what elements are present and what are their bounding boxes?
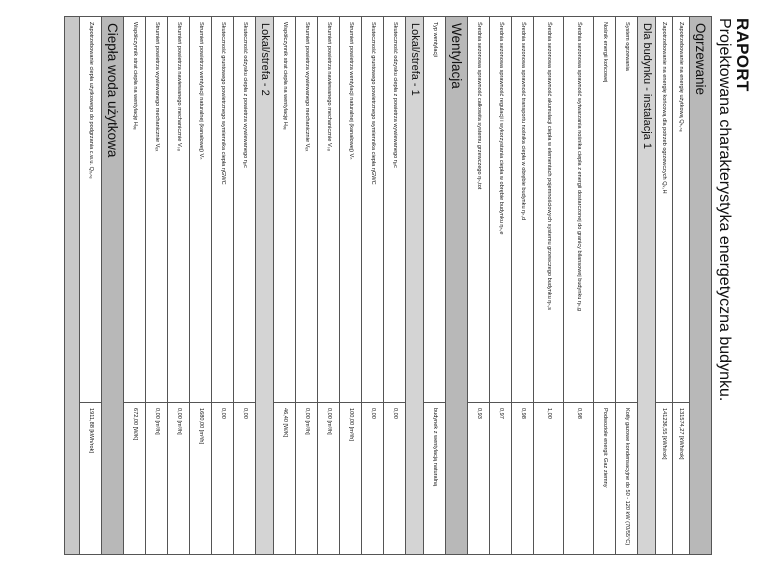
table-row xyxy=(424,17,446,555)
row-label: Skuteczność gruntowego powietrznego wymiennika ciepła ηGWC xyxy=(362,17,384,403)
row-label: System ogrzewania xyxy=(616,17,638,403)
table-row xyxy=(512,17,534,555)
table-row xyxy=(190,17,212,555)
row-value: 46,40 [W/K] xyxy=(274,403,296,555)
hot-water-section-header xyxy=(102,17,124,555)
table-row xyxy=(318,17,340,555)
row-label: Skuteczność odzysku ciepła z powietrza wywiewanego ηₒc xyxy=(384,17,406,403)
row-value: 0,97 xyxy=(490,403,512,555)
row-label: Średnia sezonowa sprawność wytwarzania nośnika ciepła z energii dostarczonej do granicy bilansowej budynku ηₕ,g xyxy=(564,17,594,403)
row-label: Strumień powietrza wentylacji naturalnej (kanałowej) Vₙ xyxy=(190,17,212,403)
table-row xyxy=(362,17,384,555)
zone1-title: Lokal/strefa - 1 xyxy=(406,17,424,555)
row-value: 0,98 xyxy=(564,403,594,555)
row-value: 0,00 xyxy=(212,403,234,555)
row-value: Podwoziołe energii: Gaz ziemny xyxy=(594,403,616,555)
report-header xyxy=(715,18,752,558)
row-value: 1911,88 [kWh/rok] xyxy=(80,403,102,555)
table-row xyxy=(594,17,616,555)
row-label: Zapotrzebowanie ciepła użytkowego do podgrzania c.w.u. Qᵥ,ₙₑ xyxy=(80,17,102,403)
hot-water-section-title: Ciepła woda użytkowa xyxy=(102,17,124,555)
row-value: 0,93 xyxy=(468,403,490,555)
row-value: Kotły gazowe kondensacyjne do 50 - 120 kW (70/55°C) xyxy=(616,403,638,555)
row-value: 100,00 [m³/h] xyxy=(340,403,362,555)
row-value: 131574,27 [kWh/rok] xyxy=(673,403,690,555)
zone2-subheader xyxy=(256,17,274,555)
report-subtitle: Projektowana charakterystyka energetyczna budynku. xyxy=(716,18,733,402)
row-label: Współczynnik strat ciepła na wentylację Hᵥₑ xyxy=(274,17,296,403)
row-label: Strumień powietrza wywiewanego mechanicznie Vₑₓ xyxy=(296,17,318,403)
heating-section-title: Ogrzewanie xyxy=(690,17,712,555)
table-row xyxy=(673,17,690,555)
row-label: Współczynnik strat ciepła na wentylację Hᵥₑ xyxy=(124,17,146,403)
zone1-subheader xyxy=(406,17,424,555)
row-label: Nośnik energii końcowej xyxy=(594,17,616,403)
row-label: Strumień powietrza wentylacji naturalnej (kanałowej) Vₙ xyxy=(340,17,362,403)
report-title: RAPORT xyxy=(733,18,752,92)
table-row xyxy=(212,17,234,555)
row-value: 0,00 [m³/h] xyxy=(168,403,190,555)
row-value: 1,00 xyxy=(534,403,564,555)
ventilation-section-title: Wentylacja xyxy=(446,17,468,555)
table-row xyxy=(296,17,318,555)
row-label: Średnia sezonowa sprawność transportu nośnika ciepła w obrębie budynku ηₕ,d xyxy=(512,17,534,403)
row-label: Zapotrzebowanie na energię użytkową Qₕ,ₙₑ xyxy=(673,17,690,403)
row-label: Typ wentylacji xyxy=(424,17,446,403)
installation-title: Dla budynku - instalacja 1 xyxy=(638,17,656,555)
row-label: Skuteczność odzysku ciepła z powietrza wywiewanego ηₒc xyxy=(234,17,256,403)
table-row xyxy=(168,17,190,555)
installation-subheader xyxy=(638,17,656,555)
row-value: 0,00 xyxy=(384,403,406,555)
table-row xyxy=(564,17,594,555)
table-row xyxy=(234,17,256,555)
row-label: Średnia sezonowa sprawność całkowita systemu grzewczego ηₕ,tot xyxy=(468,17,490,403)
row-label: Średnia sezonowa sprawność akumulacji ciepła w elementach pojemnościowych systemu grzewczego budynku ηₕ,s xyxy=(534,17,564,403)
row-label: Strumień powietrza nawiewanego mechanicznie Vₛᵤ xyxy=(318,17,340,403)
table-row xyxy=(124,17,146,555)
table-row xyxy=(274,17,296,555)
table-row xyxy=(340,17,362,555)
table-row xyxy=(468,17,490,555)
table-footer-bar xyxy=(65,17,80,555)
table-row xyxy=(616,17,638,555)
zone2-title: Lokal/strefa - 2 xyxy=(256,17,274,555)
row-value: 0,00 xyxy=(234,403,256,555)
row-value: 0,00 [m³/h] xyxy=(318,403,340,555)
table-row xyxy=(656,17,673,555)
row-value: 0,00 [m³/h] xyxy=(146,403,168,555)
row-value: 1680,00 [m³/h] xyxy=(190,403,212,555)
row-label: Zapotrzebowanie na energię końcową dla potrzeb ogrzewczych Qₖ,H xyxy=(656,17,673,403)
row-value: 0,98 xyxy=(512,403,534,555)
table-row xyxy=(534,17,564,555)
row-label: Średnia sezonowa sprawność regulacji i wykorzystania ciepła w obrębie budynku ηₕ,e xyxy=(490,17,512,403)
row-value: 0,00 xyxy=(362,403,384,555)
heating-section-header xyxy=(690,17,712,555)
table-row xyxy=(490,17,512,555)
table-row xyxy=(384,17,406,555)
table-row xyxy=(146,17,168,555)
report-table xyxy=(64,16,712,555)
row-value: budynek z wentylacją naturalną xyxy=(424,403,446,555)
row-label: Skuteczność gruntowego powietrznego wymiennika ciepła ηGWC xyxy=(212,17,234,403)
ventilation-section-header xyxy=(446,17,468,555)
table-row xyxy=(80,17,102,555)
row-value: 672,00 [W/K] xyxy=(124,403,146,555)
row-value: 141236,55 [kWh/rok] xyxy=(656,403,673,555)
row-label: Strumień powietrza wywiewanego mechanicznie Vₑₓ xyxy=(146,17,168,403)
row-value: 0,00 [m³/h] xyxy=(296,403,318,555)
row-label: Strumień powietrza nawiewanego mechanicznie Vₛᵤ xyxy=(168,17,190,403)
